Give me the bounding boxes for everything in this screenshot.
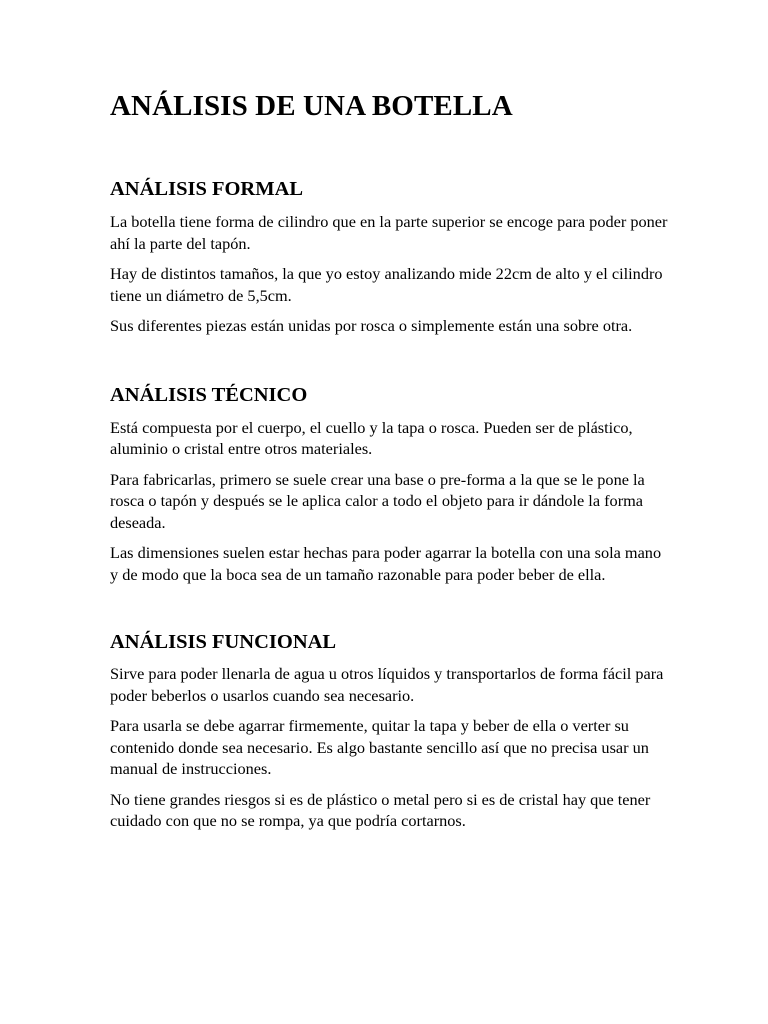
section-heading: ANÁLISIS TÉCNICO xyxy=(110,383,308,406)
paragraph: Para fabricarlas, primero se suele crear una base o pre-forma a la que se le pone la rosca o tapón y después se le aplica calor a todo el objeto para ir dándole la forma deseada. xyxy=(110,469,645,532)
paragraph: Sus diferentes piezas están unidas por rosca o simplemente están una sobre otra. xyxy=(110,316,633,335)
paragraph: Para usarla se debe agarrar firmemente, quitar la tapa y beber de ella o verter su contenido donde sea necesario. Es algo bastante sencillo así que no precisa usar un manual de instrucciones. xyxy=(110,716,649,778)
paragraph: La botella tiene forma de cilindro que en la parte superior se encoge para poder poner ahí la parte del tapón. xyxy=(110,212,668,253)
paragraph: Las dimensiones suelen estar hechas para poder agarrar la botella con una sola mano y de modo que la boca sea de un tamaño razonable para poder beber de ella. xyxy=(110,543,662,584)
section-analisis-funcional xyxy=(110,629,670,832)
section-analisis-formal xyxy=(110,176,670,337)
section-analisis-tecnico xyxy=(110,382,670,586)
paragraph: Hay de distintos tamaños, la que yo estoy analizando mide 22cm de alto y el cilindro tiene un diámetro de 5,5cm. xyxy=(110,264,663,305)
paragraph: Está compuesta por el cuerpo, el cuello y la tapa o rosca. Pueden ser de plástico, aluminio o cristal entre otros materiales. xyxy=(110,417,633,458)
paragraph: Sirve para poder llenarla de agua u otros líquidos y transportarlos de forma fácil para poder beberlos o usarlos cuando sea necesario. xyxy=(110,664,664,705)
paragraph: No tiene grandes riesgos si es de plástico o metal pero si es de cristal hay que tener cuidado con que no se rompa, ya que podría cortarnos. xyxy=(110,789,651,830)
document-title: ANÁLISIS DE UNA BOTELLA xyxy=(110,90,513,122)
section-heading: ANÁLISIS FUNCIONAL xyxy=(110,631,337,653)
document-page xyxy=(110,88,670,832)
section-heading: ANÁLISIS FORMAL xyxy=(110,178,304,200)
